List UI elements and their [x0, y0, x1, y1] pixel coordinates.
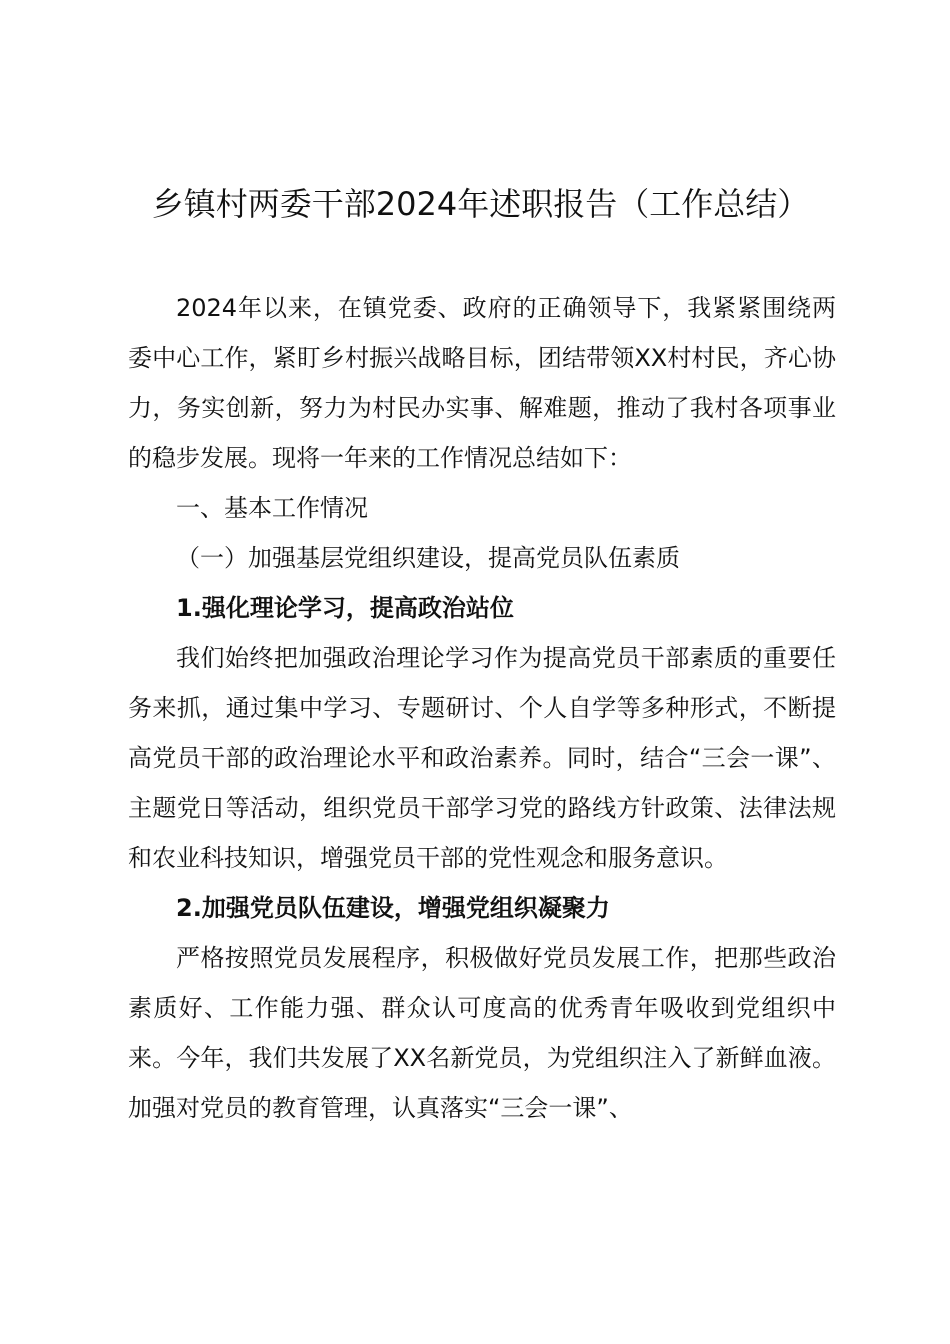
- section-heading: 一、基本工作情况: [176, 494, 368, 522]
- point-paragraph-1: 我们始终把加强政治理论学习作为提高党员干部素质的重要任务来抓，通过集中学习、专题研讨、个人自学等多种形式，不断提高党员干部的政治理论水平和政治素养。同时，结合“三会一课”、主题党日等活动，组织党员干部学习党的路线方针政策、法律法规和农业科技知识，增强党员干部的党性观念和服务意识。: [128, 644, 836, 872]
- document-body: [128, 283, 836, 1133]
- point-heading-2: 2.加强党员队伍建设，增强党组织凝聚力: [176, 894, 610, 922]
- point-heading-1: 1.强化理论学习，提高政治站位: [176, 594, 514, 622]
- document-title: 乡镇村两委干部2024年述职报告（工作总结）: [151, 185, 810, 223]
- subsection-heading: （一）加强基层党组织建设，提高党员队伍素质: [176, 544, 680, 572]
- point-paragraph-2: 严格按照党员发展程序，积极做好党员发展工作，把那些政治素质好、工作能力强、群众认可度高的优秀青年吸收到党组织中来。今年，我们共发展了XX名新党员，为党组织注入了新鲜血液。加强对党员的教育管理，认真落实“三会一课”、: [128, 944, 836, 1122]
- intro-paragraph: 2024年以来，在镇党委、政府的正确领导下，我紧紧围绕两委中心工作，紧盯乡村振兴战略目标，团结带领XX村村民，齐心协力，务实创新，努力为村民办实事、解难题，推动了我村各项事业的稳步发展。现将一年来的工作情况总结如下：: [128, 294, 836, 472]
